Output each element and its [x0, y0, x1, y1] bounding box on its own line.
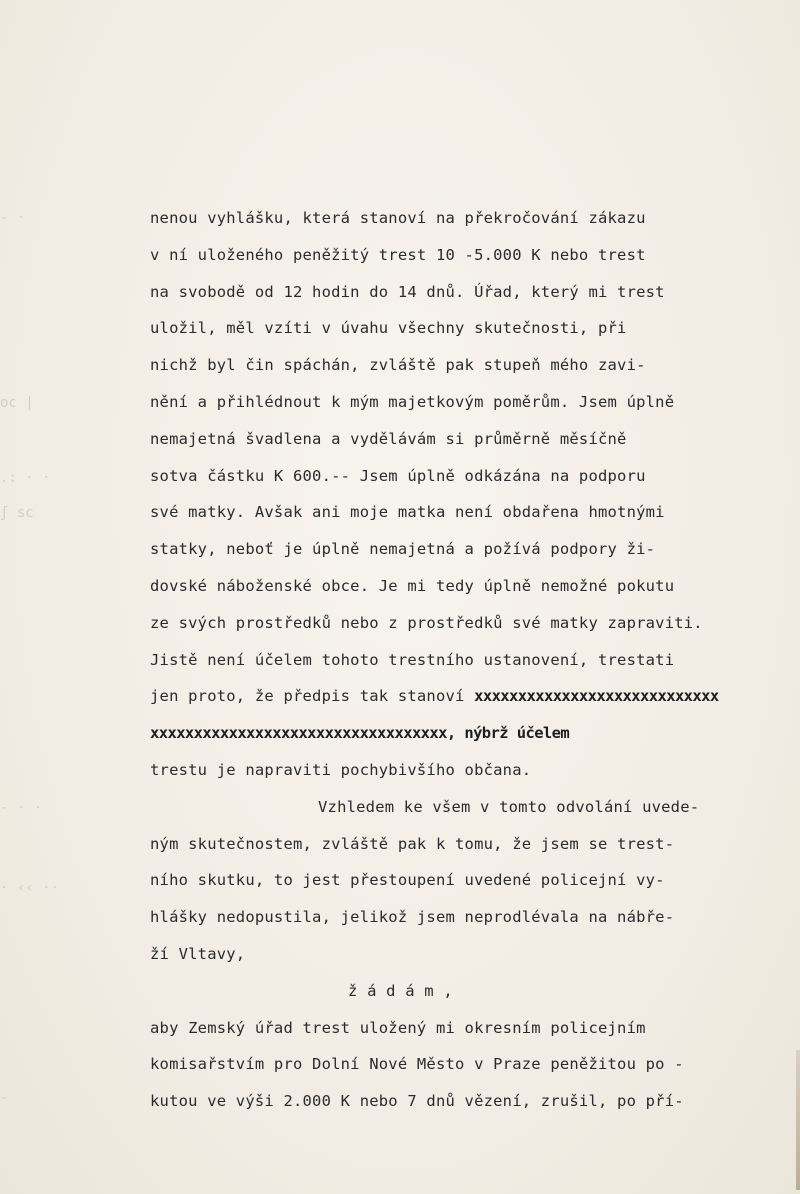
text-line: ního skutku, to jest přestoupení uvedené policejní vy-	[150, 871, 665, 890]
struck-out-text: xxxxxxxxxxxxxxxxxxxxxxxxxxxx	[474, 687, 719, 706]
text-line: nění a přihlédnout k mým majetkovým poměrům. Jsem úplně	[150, 392, 675, 411]
text-line: uložil, měl vzíti v úvahu všechny skutečnosti, při	[150, 319, 627, 338]
bleed-through-mark: .: · ·	[0, 470, 51, 486]
text-line: Jistě není účelem tohoto trestního ustanovení, trestati	[150, 650, 675, 669]
bleed-through-mark: - · ·	[0, 800, 43, 816]
text-line: dovské náboženské obce. Je mi tedy úplně nemožné pokutu	[150, 576, 675, 595]
text-line: nemajetná švadlena a vydělávám si průměrně měsíčně	[150, 429, 627, 448]
typewritten-text	[150, 200, 790, 1120]
text-line: v ní uloženého peněžitý trest 10 -5.000 K nebo trest	[150, 245, 646, 264]
text-line: Vzhledem ke všem v tomto odvolání uvede-	[318, 797, 700, 816]
text-line	[150, 715, 790, 752]
text-line: na svobodě od 12 hodin do 14 dnů. Úřad, který mi trest	[150, 282, 665, 301]
text-line: nenou vyhlášku, která stanoví na překročování zákazu	[150, 209, 646, 227]
text-line: aby Zemský úřad trest uložený mi okresním policejním	[150, 1018, 646, 1037]
text-line: své matky. Avšak ani moje matka není obdařena hmotnými	[150, 503, 665, 522]
text-line: ží Vltavy,	[150, 944, 246, 963]
text-line: kutou ve výši 2.000 K nebo 7 dnů vězení, zrušil, po pří-	[150, 1092, 684, 1111]
text-line: komisařstvím pro Dolní Nové Město v Praze peněžitou po -	[150, 1055, 684, 1074]
bleed-through-mark: -	[0, 1090, 9, 1106]
text-line: sotva částku K 600.-- Jsem úplně odkázána na podporu	[150, 466, 646, 485]
text-line: ze svých prostředků nebo z prostředků své matky zapraviti.	[150, 613, 703, 632]
text-line: statky, neboť je úplně nemajetná a požívá podpory ži-	[150, 540, 656, 559]
text-line: hlášky nedopustila, jelikož jsem neprodlévala na nábře-	[150, 908, 675, 927]
bleed-through-mark: · ‹‹ ··	[0, 880, 60, 896]
bleed-through-mark: ʃ sc	[0, 505, 34, 521]
text-line	[150, 678, 790, 715]
struck-out-line: xxxxxxxxxxxxxxxxxxxxxxxxxxxxxxxxxx, nýbrž účelem	[150, 724, 570, 743]
bleed-through-mark: - ·	[0, 210, 26, 226]
text-line: trestu je napraviti pochybivšího občana.	[150, 760, 532, 779]
page-edge-shadow	[796, 1050, 800, 1190]
request-heading: ž á d á m ,	[348, 981, 453, 1000]
text-line: ným skutečnostem, zvláště pak k tomu, že jsem se trest-	[150, 834, 675, 853]
text-fragment: jen proto, že předpis tak stanoví	[150, 687, 465, 706]
bleed-through-mark: oc |	[0, 395, 34, 411]
text-line: nichž byl čin spáchán, zvláště pak stupeň mého zavi-	[150, 356, 646, 375]
